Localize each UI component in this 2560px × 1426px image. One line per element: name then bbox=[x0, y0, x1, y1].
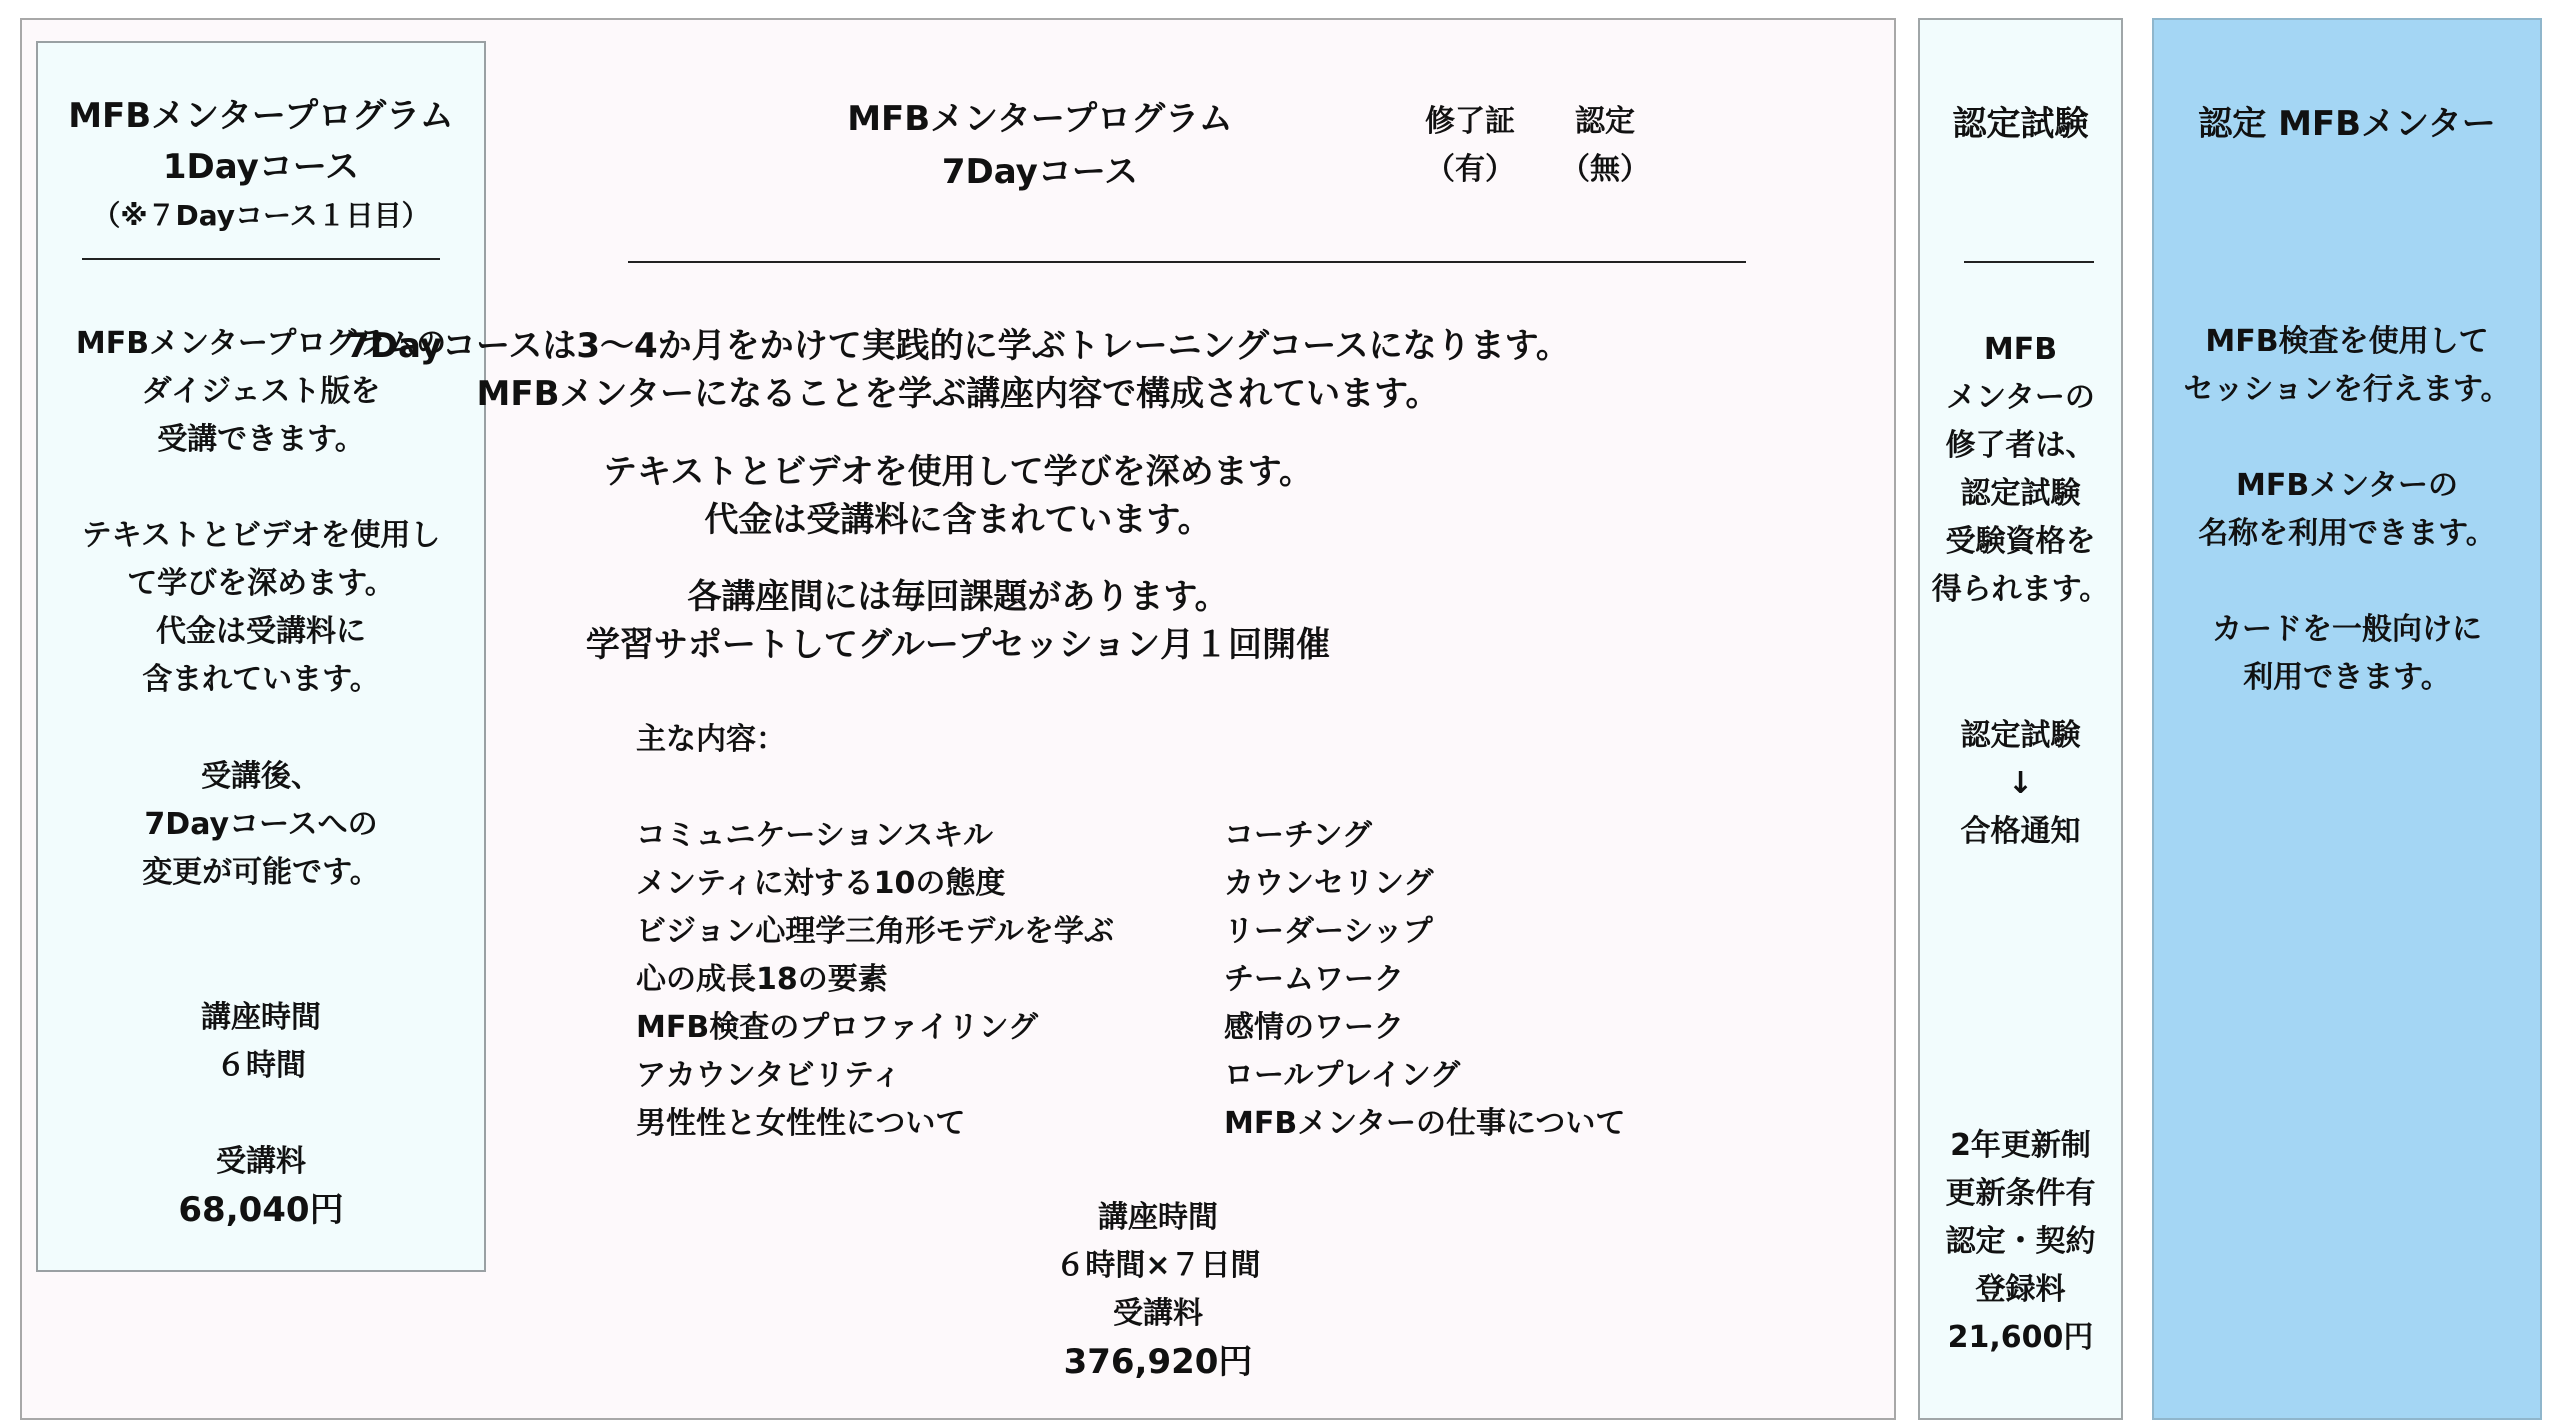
exam-flow-bottom: 合格通知 bbox=[1960, 814, 2081, 849]
contents-right-item: コーチング bbox=[1224, 818, 1372, 853]
one-day-note: （※７Dayコース１日目） bbox=[92, 199, 430, 232]
one-day-title-line1: MFBメンタープログラム bbox=[68, 96, 454, 136]
contents-left-item: 心の成長18の要素 bbox=[636, 962, 888, 997]
seven-day-divider bbox=[628, 261, 1746, 263]
seven-day-assignment-note: 各講座間には毎回課題があります。 学習サポートしてグループセッション月１回開催 bbox=[585, 577, 1331, 665]
contents-right-item: MFBメンターの仕事について bbox=[1224, 1106, 1626, 1141]
exam-title: 認定試験 bbox=[1952, 104, 2089, 144]
mentor-benefit-2: MFBメンターの 名称を利用できます。 bbox=[2198, 468, 2496, 551]
one-day-material-note: テキストとビデオを使用し て学びを深めます。 代金は受講料に 含まれています。 bbox=[81, 518, 441, 697]
authorization-value: （無） bbox=[1560, 152, 1650, 187]
mentor-benefit-3: カードを一般向けに 利用できます。 bbox=[2212, 612, 2482, 695]
contents-right-item: カウンセリング bbox=[1224, 866, 1434, 901]
certificate-label: 修了証 bbox=[1425, 104, 1515, 139]
one-day-time-label: 講座時間 bbox=[201, 1000, 321, 1035]
down-arrow-icon: ↓ bbox=[2007, 766, 2034, 801]
one-day-fee-label: 受講料 bbox=[216, 1144, 306, 1179]
contents-left-item: アカウンタビリティ bbox=[636, 1058, 902, 1093]
seven-day-title-line2: 7Dayコース bbox=[941, 152, 1139, 192]
seven-day-fee-label: 受講料 bbox=[1113, 1296, 1203, 1331]
contents-right-item: ロールプレイング bbox=[1224, 1058, 1461, 1093]
contents-left-item: コミュニケーションスキル bbox=[636, 818, 993, 853]
one-day-time-value: ６時間 bbox=[216, 1048, 306, 1083]
contents-left-item: メンティに対する10の態度 bbox=[636, 866, 1006, 901]
contents-right-item: チームワーク bbox=[1224, 962, 1404, 997]
contents-right-item: 感情のワーク bbox=[1224, 1010, 1404, 1045]
certified-mentor-panel bbox=[2152, 18, 2542, 1420]
exam-divider bbox=[1964, 261, 2094, 263]
one-day-fee-value: 68,040円 bbox=[178, 1190, 344, 1230]
mentor-benefit-1: MFB検査を使用して セッションを行えます。 bbox=[2183, 324, 2511, 407]
one-day-description: MFBメンタープログラムの ダイジェスト版を 受講できます。 bbox=[75, 326, 447, 457]
contents-left-item: 男性性と女性性について bbox=[636, 1106, 966, 1141]
exam-flow-top: 認定試験 bbox=[1960, 718, 2081, 753]
contents-label: 主な内容： bbox=[636, 722, 786, 757]
one-day-divider bbox=[82, 258, 440, 260]
contents-left-item: MFB検査のプロファイリング bbox=[636, 1010, 1039, 1045]
mentor-title: 認定 MFBメンター bbox=[2198, 104, 2496, 144]
exam-renewal-info: 2年更新制 更新条件有 認定・契約 登録料 21,600円 bbox=[1945, 1128, 2096, 1355]
seven-day-title-line1: MFBメンタープログラム bbox=[847, 99, 1233, 139]
exam-eligibility: MFB メンターの 修了者は、 認定試験 受験資格を 得られます。 bbox=[1931, 332, 2110, 607]
contents-right-item: リーダーシップ bbox=[1224, 914, 1433, 949]
one-day-title-line2: 1Dayコース bbox=[162, 147, 360, 187]
contents-left-item: ビジョン心理学三角形モデルを学ぶ bbox=[636, 914, 1114, 949]
seven-day-time-label: 講座時間 bbox=[1098, 1200, 1218, 1235]
authorization-label: 認定 bbox=[1575, 104, 1635, 139]
seven-day-material-note: テキストとビデオを使用して学びを深めます。 代金は受講料に含まれています。 bbox=[603, 452, 1313, 540]
seven-day-description: 7Dayコースは3〜4か月をかけて実践的に学ぶトレーニングコースになります。 MFBメンターになることを学ぶ講座内容で構成されています。 bbox=[346, 326, 1570, 414]
one-day-upgrade-note: 受講後、 7Dayコースへの 変更が可能です。 bbox=[142, 759, 380, 890]
certificate-value: （有） bbox=[1425, 152, 1515, 187]
seven-day-fee-value: 376,920円 bbox=[1063, 1342, 1253, 1382]
seven-day-time-value: ６時間×７日間 bbox=[1055, 1248, 1261, 1283]
